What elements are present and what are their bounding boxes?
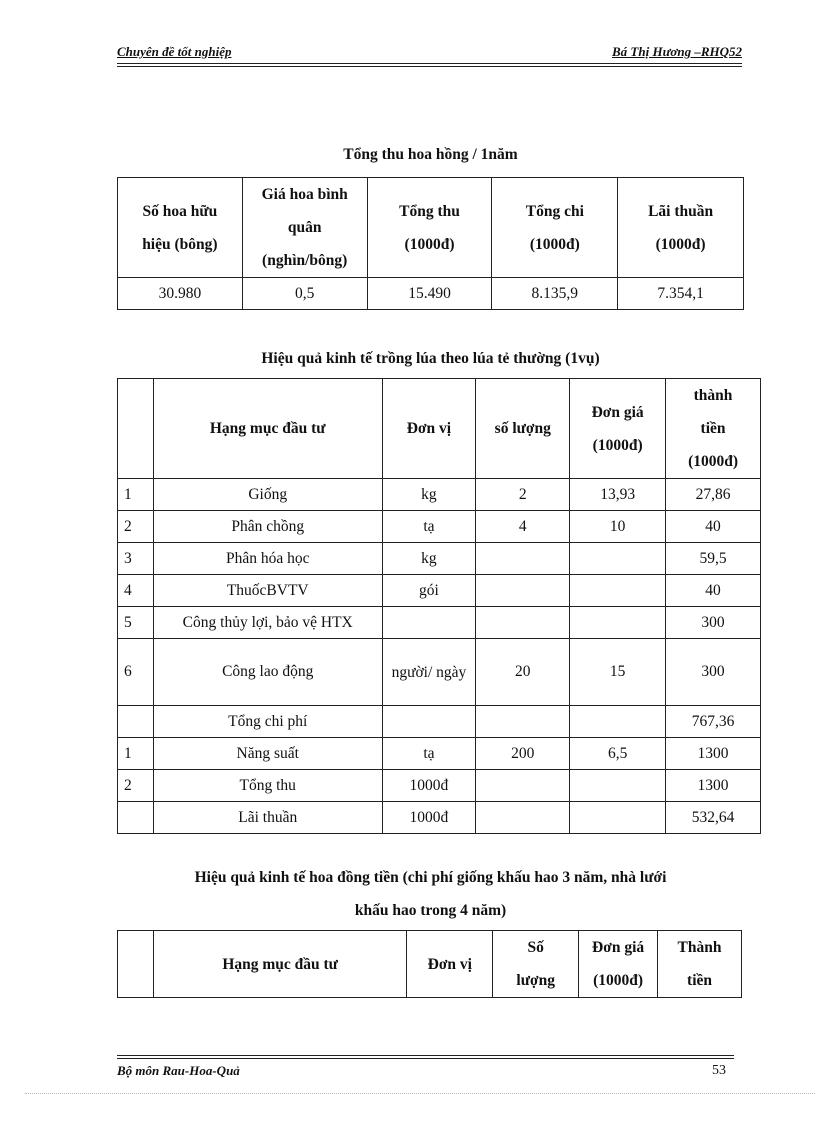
- table-cell: 15.490: [367, 278, 492, 310]
- header-cell: [367, 178, 492, 278]
- table-cell: [476, 770, 570, 802]
- header-cell: [492, 178, 618, 278]
- table-cell: 10: [570, 511, 666, 543]
- table-cell: [570, 802, 666, 834]
- table-cell: Giống: [153, 479, 382, 511]
- header-cell: [118, 178, 243, 278]
- table-row: [118, 770, 761, 802]
- header-cell: [666, 379, 761, 479]
- table-cell: 300: [666, 639, 761, 706]
- header-cell-line: lượng: [516, 972, 555, 989]
- header-cell-line: tiền: [700, 420, 726, 437]
- table-cell: 5: [118, 607, 154, 639]
- table-header-row: [118, 379, 761, 479]
- page-number: 53: [712, 1063, 726, 1078]
- table-cell: gói: [382, 575, 476, 607]
- table-cell: Công lao động: [153, 639, 382, 706]
- table-cell: 1300: [666, 770, 761, 802]
- table-cell: 13,93: [570, 479, 666, 511]
- header-cell-line: Đơn giá: [592, 939, 645, 956]
- footer-rule: [117, 1055, 734, 1056]
- table-cell: 59,5: [666, 543, 761, 575]
- header-cell: [493, 931, 579, 998]
- table1-caption: Tổng thu hoa hồng / 1năm: [343, 146, 518, 163]
- table-cell: 27,86: [666, 479, 761, 511]
- header-cell: [153, 931, 406, 998]
- rose-revenue-table: [117, 177, 744, 310]
- header-cell: [476, 379, 570, 479]
- table-cell: 4: [118, 575, 154, 607]
- header-cell-line: Giá hoa bình: [261, 186, 348, 203]
- table3-caption-line1: Hiệu quả kinh tế hoa đồng tiền (chi phí giống khấu hao 3 năm, nhà lưới: [194, 869, 667, 886]
- table-row: [118, 802, 761, 834]
- table-cell: [570, 575, 666, 607]
- header-cell-line: tiền: [687, 972, 713, 989]
- table-cell: [382, 607, 476, 639]
- footer-department: Bộ môn Rau-Hoa-Quả: [117, 1063, 240, 1078]
- table-cell: [118, 706, 154, 738]
- table-cell: 6: [118, 639, 154, 706]
- header-cell: [118, 931, 154, 998]
- header-title: Chuyên đề tốt nghiệp: [117, 44, 232, 59]
- header-cell: [118, 379, 154, 479]
- table-cell: [476, 575, 570, 607]
- header-cell: [579, 931, 658, 998]
- table-cell: [570, 770, 666, 802]
- page-header: [117, 44, 742, 64]
- header-cell: [407, 931, 493, 998]
- header-cell-line: Hạng mục đầu tư: [209, 420, 326, 437]
- table-row: [118, 607, 761, 639]
- header-cell-line: Tổng chi: [525, 202, 584, 220]
- table-cell: 1000đ: [382, 770, 476, 802]
- table-row: [118, 706, 761, 738]
- table-cell: tạ: [382, 738, 476, 770]
- header-cell-line: (1000đ): [592, 436, 643, 454]
- table-cell: Lãi thuần: [153, 802, 382, 834]
- header-cell-line: Đơn giá: [591, 403, 644, 421]
- table-cell: 1: [118, 738, 154, 770]
- table-cell: 2: [118, 770, 154, 802]
- table-cell: Công thủy lợi, bảo vệ HTX: [153, 607, 382, 639]
- table-row: [118, 639, 761, 706]
- header-cell: [382, 379, 476, 479]
- table-cell: 20: [476, 639, 570, 706]
- table-cell: 1: [118, 479, 154, 511]
- header-cell-line: Lãi thuần: [648, 202, 714, 220]
- page-edge-dotted-line: [25, 1093, 815, 1094]
- header-cell-line: Hạng mục đầu tư: [222, 955, 338, 973]
- table-cell: Tổng chi phí: [153, 706, 382, 738]
- table-cell: 40: [666, 511, 761, 543]
- table-cell: người/ ngày: [382, 639, 476, 706]
- header-cell: [153, 379, 382, 479]
- table-row: [118, 738, 761, 770]
- table-cell: [476, 706, 570, 738]
- footer-rule-2: [117, 1058, 734, 1059]
- header-cell-line: Đơn vị: [406, 420, 452, 437]
- table-cell: kg: [382, 543, 476, 575]
- table-cell: 6,5: [570, 738, 666, 770]
- header-cell-line: Tổng thu: [399, 202, 460, 220]
- table-cell: 4: [476, 511, 570, 543]
- table-cell: 532,64: [666, 802, 761, 834]
- table-cell: 2: [118, 511, 154, 543]
- table-cell: 15: [570, 639, 666, 706]
- table-cell: [476, 802, 570, 834]
- table-row: [118, 543, 761, 575]
- table-row: [118, 479, 761, 511]
- table-cell: [570, 543, 666, 575]
- table-cell: kg: [382, 479, 476, 511]
- header-cell: [242, 178, 367, 278]
- header-cell-line: (1000đ): [529, 235, 580, 253]
- header-cell-line: (1000đ): [688, 453, 739, 470]
- header-cell-line: Số hoa hữu: [142, 202, 218, 220]
- header-cell-line: Đơn vị: [427, 955, 472, 973]
- header-cell-line: số lượng: [494, 420, 551, 437]
- header-cell: [618, 178, 744, 278]
- header-cell: [570, 379, 666, 479]
- header-rule-2: [117, 66, 742, 67]
- header-cell-line: (1000đ): [593, 972, 644, 989]
- table-cell: Phân hóa học: [153, 543, 382, 575]
- table-cell: [570, 706, 666, 738]
- header-author: Bá Thị Hương –RHQ52: [612, 44, 742, 59]
- table-cell: [118, 802, 154, 834]
- table-cell: [476, 607, 570, 639]
- rice-efficiency-table: [117, 378, 761, 834]
- table2-caption: Hiệu quả kinh tế trồng lúa theo lúa tẻ thường (1vụ): [261, 350, 600, 367]
- header-cell-line: hiệu (bông): [142, 235, 218, 253]
- table-cell: 1000đ: [382, 802, 476, 834]
- table-cell: [476, 543, 570, 575]
- table-cell: 40: [666, 575, 761, 607]
- table-cell: 200: [476, 738, 570, 770]
- header-cell-line: Thành: [677, 939, 722, 956]
- table-cell: 300: [666, 607, 761, 639]
- table-header-row: [118, 178, 744, 278]
- table-cell: Năng suất: [153, 738, 382, 770]
- table-cell: 2: [476, 479, 570, 511]
- gerbera-efficiency-table: [117, 930, 742, 998]
- table-cell: Tổng thu: [153, 770, 382, 802]
- table3-caption-line2: khấu hao trong 4 năm): [354, 902, 507, 919]
- header-cell-line: Số: [527, 939, 544, 956]
- table-cell: 0,5: [242, 278, 367, 310]
- table-cell: 8.135,9: [492, 278, 618, 310]
- table-cell: 30.980: [118, 278, 243, 310]
- header-cell-line: (nghìn/bông): [262, 252, 348, 269]
- table-row: [118, 278, 744, 310]
- header-cell-line: (1000đ): [404, 235, 455, 253]
- table-cell: Phân chồng: [153, 511, 382, 543]
- header-cell-line: quân: [287, 219, 322, 236]
- table-cell: [570, 607, 666, 639]
- table-row: [118, 511, 761, 543]
- table-cell: 1300: [666, 738, 761, 770]
- header-rule: [117, 63, 742, 64]
- table-cell: tạ: [382, 511, 476, 543]
- table-cell: 767,36: [666, 706, 761, 738]
- table-row: [118, 575, 761, 607]
- header-cell-line: thành: [693, 387, 733, 404]
- table-header-row: [118, 931, 742, 998]
- table-cell: 7.354,1: [618, 278, 744, 310]
- table-cell: [382, 706, 476, 738]
- header-cell: [658, 931, 742, 998]
- table-cell: ThuốcBVTV: [153, 575, 382, 607]
- header-cell-line: (1000đ): [655, 235, 706, 253]
- table-cell: 3: [118, 543, 154, 575]
